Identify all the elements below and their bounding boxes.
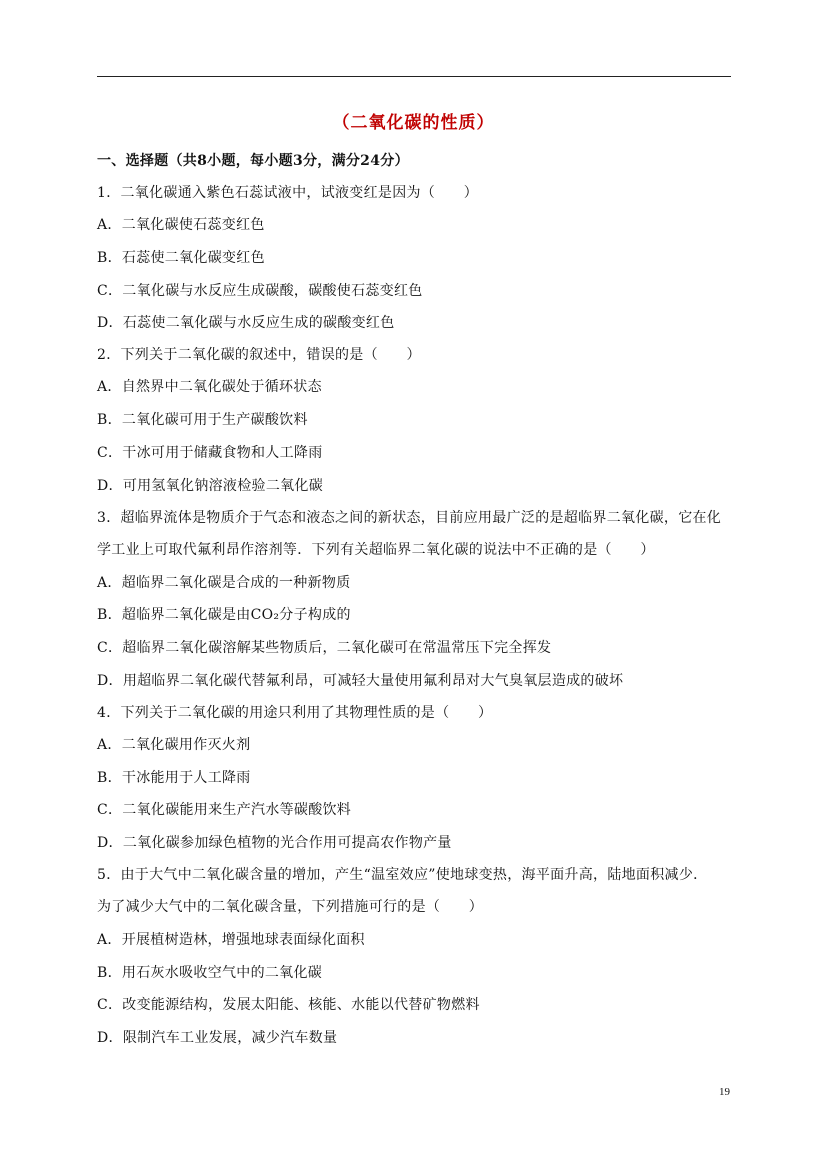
q5-option-a: A．开展植树造林，增强地球表面绿化面积 xyxy=(97,932,365,948)
q1-option-a: A．二氧化碳使石蕊变红色 xyxy=(97,217,265,233)
q1-option-c: C．二氧化碳与水反应生成碳酸，碳酸使石蕊变红色 xyxy=(97,283,423,299)
q2-option-a: A．自然界中二氧化碳处于循环状态 xyxy=(97,379,322,395)
q5-option-b: B．用石灰水吸收空气中的二氧化碳 xyxy=(97,965,323,981)
q5-option-d: D．限制汽车工业发展，减少汽车数量 xyxy=(97,1030,338,1046)
question-3-stem-line1: 3．超临界流体是物质介于气态和液态之间的新状态，目前应用最广泛的是超临界二氧化碳，它在化 xyxy=(97,510,722,526)
q3-option-a: A．超临界二氧化碳是合成的一种新物质 xyxy=(97,575,351,591)
q1-option-b: B．石蕊使二氧化碳变红色 xyxy=(97,250,265,266)
q4-option-b: B．干冰能用于人工降雨 xyxy=(97,770,251,786)
section-header: 一、选择题（共8小题，每小题3分，满分24分） xyxy=(97,153,409,169)
question-3-stem-line2: 学工业上可取代氟利昂作溶剂等．下列有关超临界二氧化碳的说法中不正确的是（ ） xyxy=(97,542,655,558)
page-title: （二氧化碳的性质） xyxy=(332,113,495,133)
q4-option-a: A．二氧化碳用作灭火剂 xyxy=(97,737,251,753)
q2-option-c: C．干冰可用于储藏食物和人工降雨 xyxy=(97,445,323,461)
q5-option-c: C．改变能源结构，发展太阳能、核能、水能以代替矿物燃料 xyxy=(97,997,480,1013)
q1-option-d: D．石蕊使二氧化碳与水反应生成的碳酸变红色 xyxy=(97,315,395,331)
question-1-stem: 1．二氧化碳通入紫色石蕊试液中，试液变红是因为（ ） xyxy=(97,185,479,201)
q2-option-b: B．二氧化碳可用于生产碳酸饮料 xyxy=(97,412,308,428)
q3-option-d: D．用超临界二氧化碳代替氟利昂，可减轻大量使用氟利昂对大气臭氧层造成的破坏 xyxy=(97,673,624,689)
q2-option-d: D．可用氢氧化钠溶液检验二氧化碳 xyxy=(97,478,324,494)
question-5-stem-line2: 为了减少大气中的二氧化碳含量，下列措施可行的是（ ） xyxy=(97,899,484,915)
header-rule xyxy=(97,76,731,77)
q4-option-c: C．二氧化碳能用来生产汽水等碳酸饮料 xyxy=(97,802,352,818)
question-2-stem: 2．下列关于二氧化碳的叙述中，错误的是（ ） xyxy=(97,347,421,363)
page-number: 19 xyxy=(719,1086,730,1098)
question-4-stem: 4．下列关于二氧化碳的用途只利用了其物理性质的是（ ） xyxy=(97,705,493,721)
question-5-stem-line1: 5．由于大气中二氧化碳含量的增加，产生“温室效应”使地球变热，海平面升高，陆地面积减少． xyxy=(97,867,708,883)
q3-option-b: B．超临界二氧化碳是由CO₂分子构成的 xyxy=(97,607,351,623)
q4-option-d: D．二氧化碳参加绿色植物的光合作用可提高农作物产量 xyxy=(97,835,452,851)
q3-option-c: C．超临界二氧化碳溶解某些物质后，二氧化碳可在常温常压下完全挥发 xyxy=(97,640,552,656)
